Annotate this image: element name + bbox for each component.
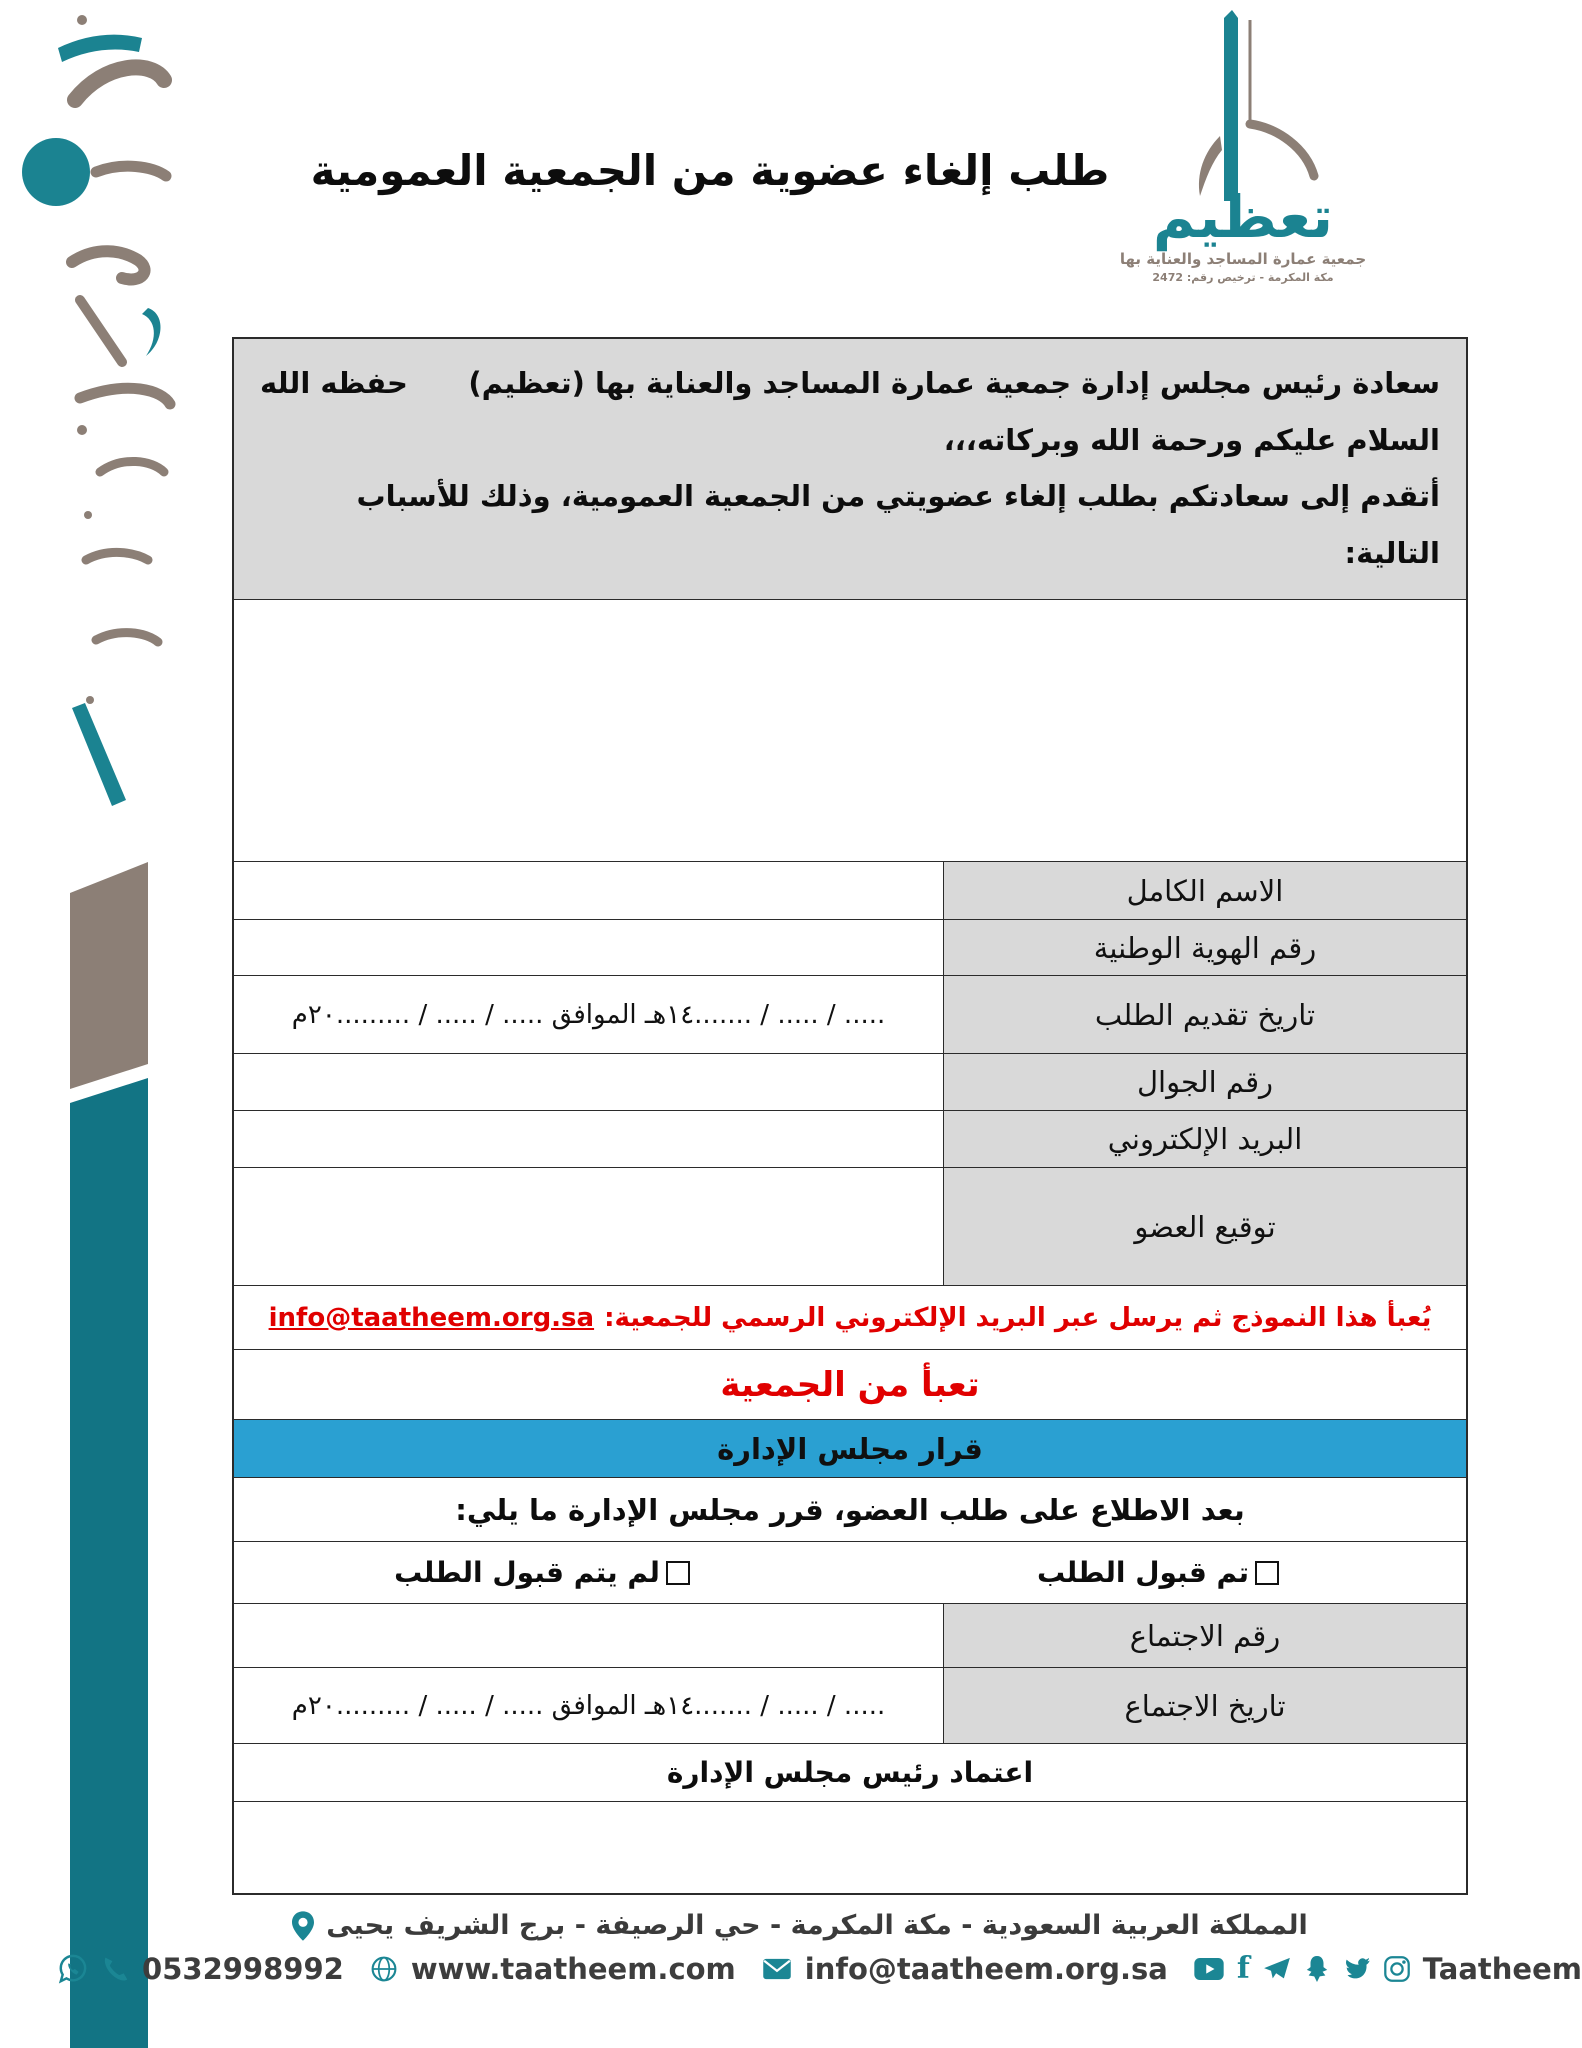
full-name-label: الاسم الكامل <box>943 862 1466 919</box>
footer-contact-line <box>142 1951 1582 1986</box>
globe-icon <box>370 1955 398 1983</box>
submission-note-text: يُعبأ هذا النموذج ثم يرسل عبر البريد الإلكتروني الرسمي للجمعية: <box>604 1302 1432 1333</box>
national-id-label: رقم الهوية الوطنية <box>943 920 1466 975</box>
option-accepted <box>850 1542 1466 1603</box>
email-address[interactable]: info@taatheem.org.sa <box>804 1952 1168 1986</box>
mobile-number-field[interactable] <box>234 1054 943 1110</box>
page-title: طلب إلغاء عضوية من الجمعية العمومية <box>310 146 1110 195</box>
request-rejected-label: لم يتم قبول الطلب <box>394 1556 660 1590</box>
twitter-icon[interactable] <box>1343 1957 1371 1981</box>
organization-logo <box>1108 6 1378 284</box>
cancellation-reasons-field[interactable] <box>234 599 1466 861</box>
salutation-text: سعادة رئيس مجلس إدارة جمعية عمارة المساجد والعناية بها (تعظيم) <box>468 366 1440 400</box>
request-accepted-label: تم قبول الطلب <box>1036 1556 1250 1590</box>
snapchat-icon[interactable] <box>1304 1955 1330 1983</box>
national-id-field[interactable] <box>234 920 943 975</box>
greeting-text: السلام عليكم ورحمة الله وبركاته،،، <box>943 422 1440 457</box>
email-label: البريد الإلكتروني <box>943 1111 1466 1167</box>
logo-subtitle: جمعية عمارة المساجد والعناية بها <box>1119 250 1367 268</box>
logo-license: مكة المكرمة - ترخيص رقم: 2472 <box>1152 271 1334 284</box>
board-instruction: بعد الاطلاع على طلب العضو، قرر مجلس الإدارة ما يلي: <box>234 1477 1466 1541</box>
full-name-field[interactable] <box>234 862 943 919</box>
membership-cancellation-form <box>232 337 1468 1895</box>
address-text: المملكة العربية السعودية - مكة المكرمة - حي الرصيفة - برج الشريف يحيى <box>326 1910 1308 1941</box>
request-rejected-checkbox[interactable] <box>666 1561 690 1585</box>
meeting-date-label: تاريخ الاجتماع <box>943 1668 1466 1743</box>
meeting-number-field[interactable] <box>234 1604 943 1667</box>
request-accepted-checkbox[interactable] <box>1255 1561 1279 1585</box>
meeting-date-field[interactable]: ..... / ..... / .......١٤هـ الموافق ..... / ..... / .........٢٠م <box>234 1668 943 1743</box>
letter-header-block <box>234 339 1466 599</box>
youtube-icon[interactable] <box>1194 1958 1224 1980</box>
chairman-approval-label: اعتماد رئيس مجلس الإدارة <box>234 1743 1466 1801</box>
request-date-label: تاريخ تقديم الطلب <box>943 976 1466 1053</box>
email-field[interactable] <box>234 1111 943 1167</box>
request-date-field[interactable]: ..... / ..... / .......١٤هـ الموافق ..... / ..... / .........٢٠م <box>234 976 943 1053</box>
logo-wordmark: تعظيم <box>1152 183 1334 251</box>
admin-section-heading: تعبأ من الجمعية <box>234 1349 1466 1419</box>
board-decision-bar: قرار مجلس الإدارة <box>234 1419 1466 1477</box>
website-url[interactable]: www.taatheem.com <box>410 1952 736 1986</box>
member-signature-field[interactable] <box>234 1168 943 1285</box>
facebook-icon[interactable]: f <box>1236 1951 1250 1986</box>
submission-email-link[interactable]: info@taatheem.org.sa <box>268 1302 595 1333</box>
side-calligraphy-art <box>0 0 220 2048</box>
telegram-icon[interactable] <box>1263 1957 1291 1981</box>
salutation-suffix: حفظه الله <box>260 366 408 400</box>
chairman-approval-field[interactable] <box>234 1801 1466 1893</box>
member-signature-label: توقيع العضو <box>943 1168 1466 1285</box>
mobile-number-label: رقم الجوال <box>943 1054 1466 1110</box>
teal-band <box>70 1078 148 2048</box>
location-pin-icon <box>292 1911 314 1941</box>
envelope-icon <box>762 1958 792 1980</box>
taupe-band <box>70 862 148 1089</box>
phone-number[interactable]: 0532998992 <box>142 1952 344 1986</box>
meeting-number-label: رقم الاجتماع <box>943 1604 1466 1667</box>
option-rejected <box>234 1542 850 1603</box>
phone-icon <box>101 1955 129 1983</box>
social-handle: Taatheem <box>1422 1952 1582 1986</box>
decision-options-row <box>234 1541 1466 1603</box>
instagram-icon[interactable] <box>1384 1956 1410 1982</box>
submission-note <box>234 1285 1466 1349</box>
footer-address-line <box>230 1910 1370 1941</box>
intro-text: أتقدم إلى سعادتكم بطلب إلغاء عضويتي من الجمعية العمومية، وذلك للأسباب التالية: <box>356 479 1440 570</box>
whatsapp-icon <box>58 1954 88 1984</box>
